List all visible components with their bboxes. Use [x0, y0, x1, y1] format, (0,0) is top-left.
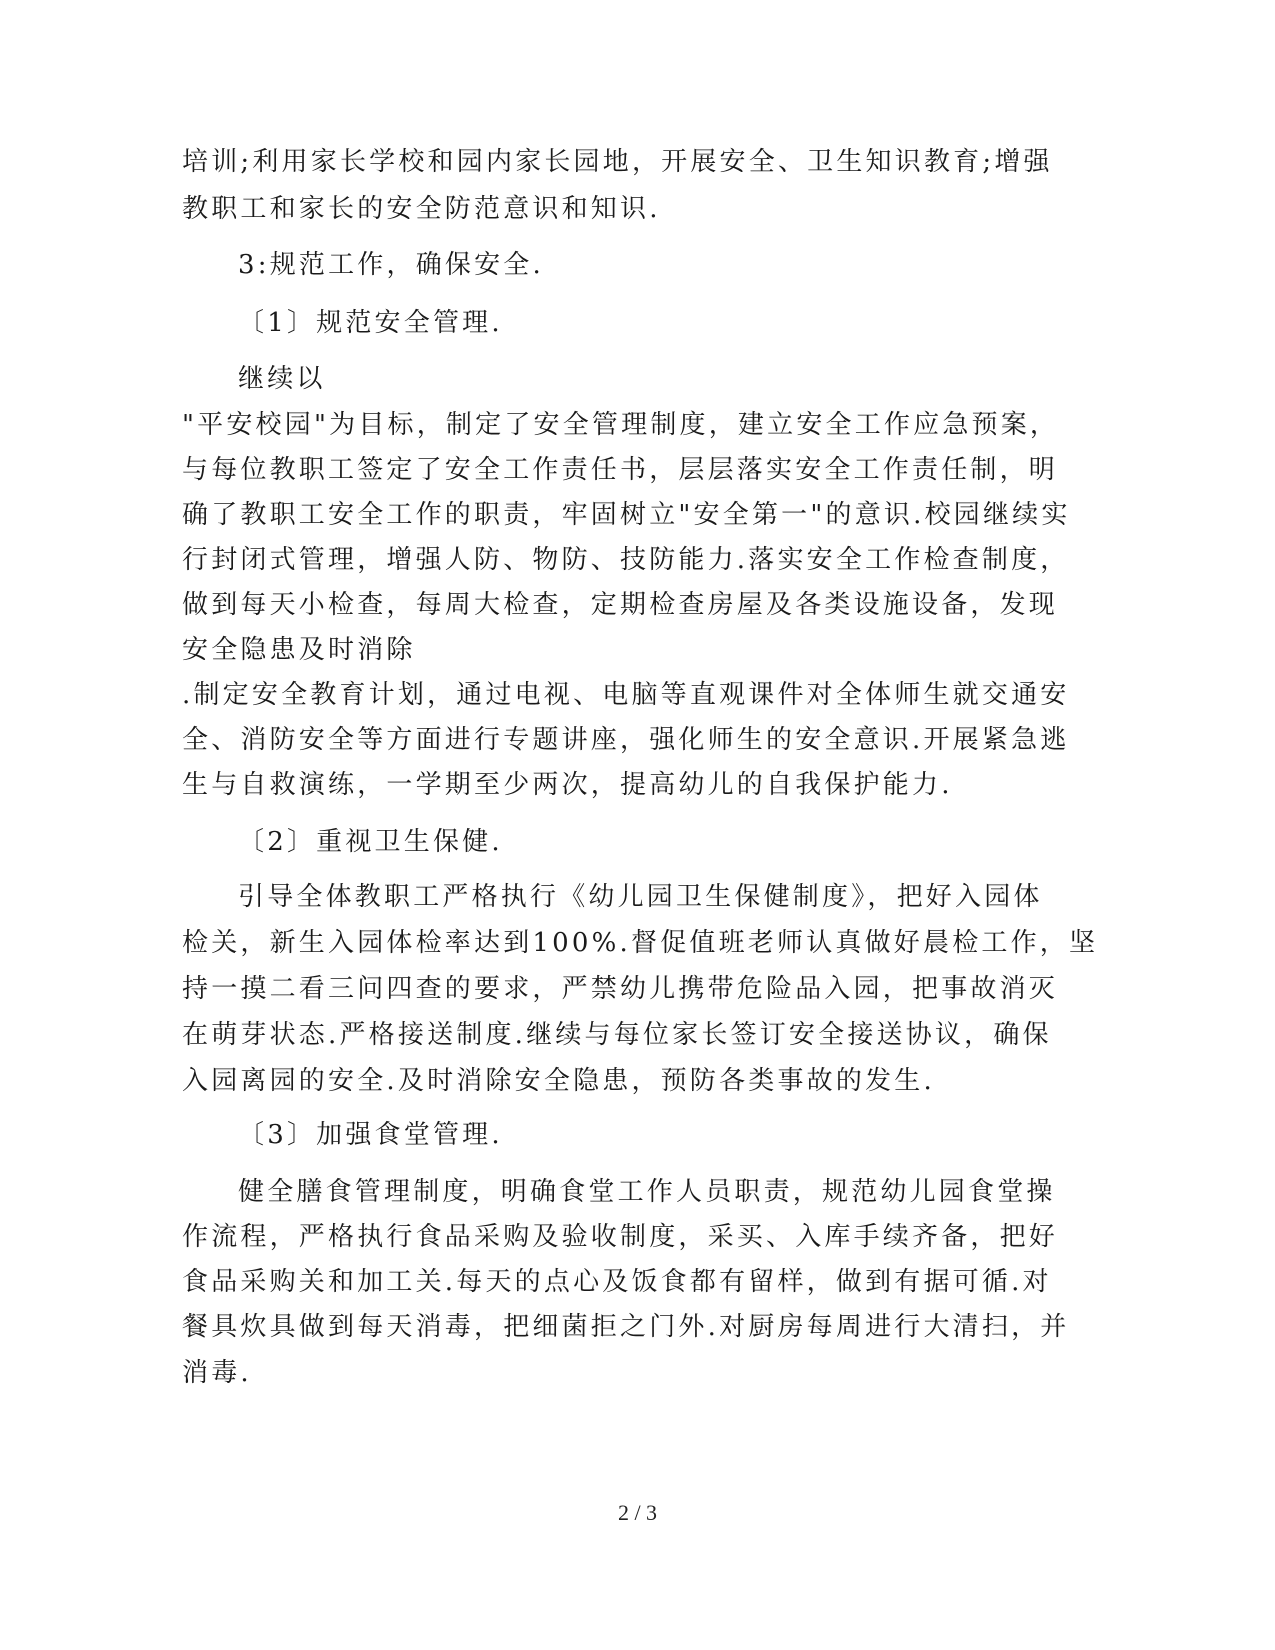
text-line: 消毒. [182, 1358, 252, 1388]
text-line: 行封闭式管理，增强人防、物防、技防能力.落实安全工作检查制度， [182, 545, 1070, 575]
text-line: "平安校园"为目标，制定了安全管理制度，建立安全工作应急预案， [182, 410, 1060, 440]
text-line: 生与自救演练，一学期至少两次，提高幼儿的自我保护能力. [182, 770, 953, 800]
page-number: 2 / 3 [617, 1500, 658, 1525]
subsection-heading: 〔2〕重视卫生保健. [238, 827, 503, 857]
section-heading: 3:规范工作，确保安全. [238, 250, 544, 280]
text-line: 餐具炊具做到每天消毒，把细菌拒之门外.对厨房每周进行大清扫，并 [182, 1312, 1070, 1342]
text-line: 持一摸二看三问四查的要求，严禁幼儿携带危险品入园，把事故消灭 [182, 974, 1059, 1004]
subsection-heading: 〔3〕加强食堂管理. [238, 1120, 503, 1150]
text-line: 安全隐患及时消除 [182, 635, 416, 665]
text-line: .制定安全教育计划，通过电视、电脑等直观课件对全体师生就交通安 [182, 680, 1070, 710]
text-line: 入园离园的安全.及时消除安全隐患，预防各类事故的发生. [182, 1066, 935, 1096]
subsection-heading: 〔1〕规范安全管理. [238, 308, 503, 338]
text-line: 引导全体教职工严格执行《幼儿园卫生保健制度》，把好入园体 [238, 882, 1043, 912]
text-line: 与每位教职工签定了安全工作责任书，层层落实安全工作责任制，明 [182, 455, 1059, 485]
text-line: 在萌芽状态.严格接送制度.继续与每位家长签订安全接送协议，确保 [182, 1020, 1052, 1050]
text-line: 确了教职工安全工作的职责，牢固树立"安全第一"的意识.校园继续实 [182, 500, 1071, 530]
text-line: 培训;利用家长学校和园内家长园地，开展安全、卫生知识教育;增强 [182, 147, 1053, 177]
text-line: 全、消防安全等方面进行专题讲座，强化师生的安全意识.开展紧急逃 [182, 725, 1070, 755]
text-line: 继续以 [238, 364, 326, 394]
text-line: 健全膳食管理制度，明确食堂工作人员职责，规范幼儿园食堂操 [238, 1177, 1056, 1207]
text-line: 教职工和家长的安全防范意识和知识. [182, 194, 661, 224]
text-line: 做到每天小检查，每周大检查，定期检查房屋及各类设施设备，发现 [182, 590, 1059, 620]
text-line: 作流程，严格执行食品采购及验收制度，采买、入库手续齐备，把好 [182, 1222, 1059, 1252]
text-line: 食品采购关和加工关.每天的点心及饭食都有留样，做到有据可循.对 [182, 1267, 1052, 1297]
text-line: 检关，新生入园体检率达到100%.督促值班老师认真做好晨检工作，坚 [182, 928, 1099, 958]
